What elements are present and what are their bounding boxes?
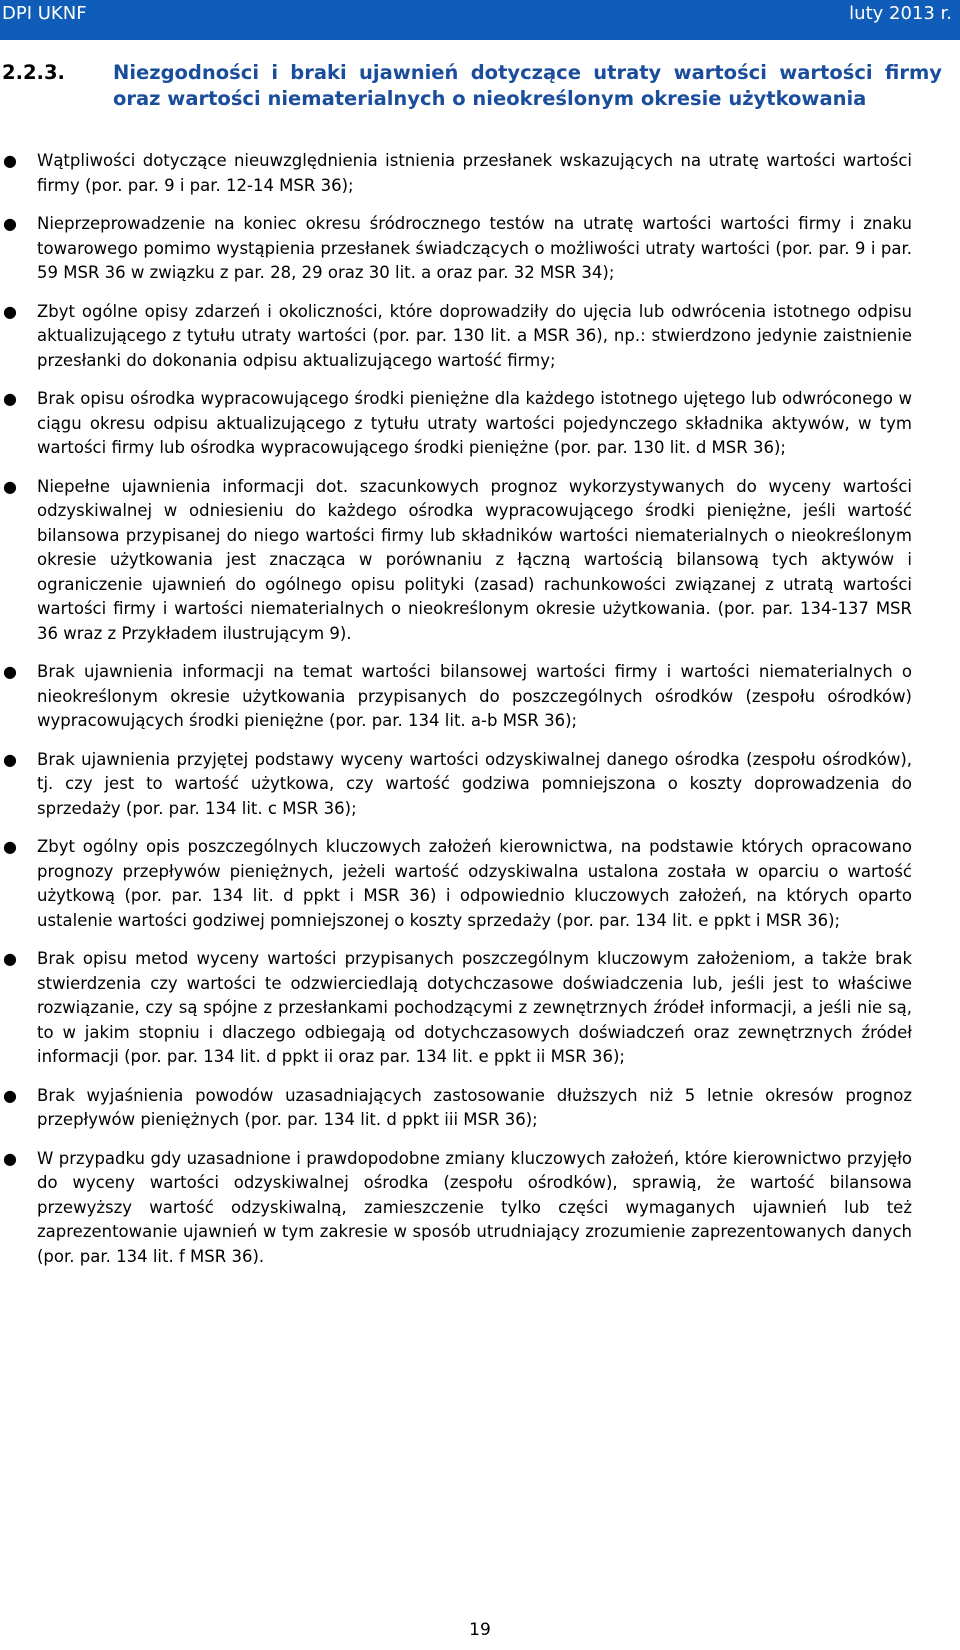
list-item (0, 947, 960, 1070)
list-item (0, 1084, 960, 1133)
findings-list (0, 149, 960, 1269)
list-item (0, 660, 960, 734)
list-item (0, 475, 960, 647)
list-item-text: W przypadku gdy uzasadnione i prawdopodobne zmiany kluczowych założeń, które kierownictwo przyjęło do wyceny wartości odzyskiwalnej ośrodka (zespołu ośrodków), sprawią, że wartość bilansowa przewyższy wartość odzyskiwalną, zamieszczenie tylko części wymaganych ujawnień lub też zaprezentowanie ujawnień w tym zakresie w sposób utrudniający zrozumienie zaprezentowanych danych (por. par. 134 lit. f MSR 36). (37, 1148, 912, 1266)
list-item-text: Wątpliwości dotyczące nieuwzględnienia istnienia przesłanek wskazujących na utratę wartości wartości firmy (por. par. 9 i par. 12-14 MSR 36); (37, 151, 912, 195)
section-heading (2, 60, 942, 112)
bullet-icon: ● (3, 214, 17, 233)
bullet-icon: ● (3, 837, 17, 856)
bullet-icon: ● (3, 1148, 17, 1168)
bullet-icon: ● (3, 949, 17, 968)
bullet-icon: ● (3, 301, 17, 321)
page-header (0, 0, 960, 40)
page-number: 19 (469, 1620, 491, 1640)
bullet-icon: ● (3, 749, 17, 769)
list-item-text: Nieprzeprowadzenie na koniec okresu śródrocznego testów na utratę wartości wartości firmy i znaku towarowego pomimo wystąpienia przesłanek świadczących o możliwości utraty wartości (por. par. 9 i par. 59 MSR 36 w związku z par. 28, 29 oraz 30 lit. a oraz par. 32 MSR 34); (37, 214, 912, 282)
list-item-text: Niepełne ujawnienia informacji dot. szacunkowych prognoz wykorzystywanych do wyceny wartości odzyskiwalnej w odniesieniu do każdego ośrodka wypracowującego środki pieniężne, jeśli wartość bilansowa przypisanej do niego wartości firmy lub składników wartości niematerialnych o nieokreślonym okresie użytkowania jest znacząca w porównaniu z łączną wartością bilansową tych aktywów i ograniczenie ujawnień do ogólnego opisu polityki (zasad) rachunkowości związanej z utratą wartości wartości firmy i wartości niematerialnych o nieokreślonym okresie użytkowania. (por. par. 134-137 MSR 36 wraz z Przykładem ilustrującym 9). (37, 476, 912, 643)
list-item-text: Brak opisu ośrodka wypracowującego środki pieniężne dla każdego istotnego ujętego lub odwróconego w ciągu okresu odpisu aktualizującego z tytułu utraty wartości pojedynczego składnika aktywów, w tym wartości firmy lub ośrodka wypracowującego środki pieniężne (por. par. 130 lit. d MSR 36); (37, 389, 912, 457)
list-item-text: Zbyt ogólne opisy zdarzeń i okoliczności, które doprowadziły do ujęcia lub odwrócenia istotnego odpisu aktualizującego z tytułu utraty wartości (por. par. 130 lit. a MSR 36), np.: stwierdzono jedynie zaistnienie przesłanki do dokonania odpisu aktualizującego wartość firmy; (37, 301, 912, 370)
list-item-text: Brak ujawnienia informacji na temat wartości bilansowej wartości firmy i wartości niematerialnych o nieokreślonym okresie użytkowania przypisanych do poszczególnych ośrodków (zespołu ośrodków) wypracowujących środki pieniężne (por. par. 134 lit. a-b MSR 36); (37, 662, 912, 730)
list-item (0, 748, 960, 822)
bullet-icon: ● (3, 662, 17, 681)
header-date: luty 2013 r. (849, 3, 952, 24)
bullet-icon: ● (3, 151, 17, 170)
list-item-text: Brak ujawnienia przyjętej podstawy wyceny wartości odzyskiwalnej danego ośrodka (zespołu ośrodków), tj. czy jest to wartość użytkowa, czy wartość godziwa pomniejszona o koszty doprowadzenia do sprzedaży (por. par. 134 lit. c MSR 36); (37, 749, 912, 818)
bullet-icon: ● (3, 1085, 17, 1105)
list-item-text: Brak wyjaśnienia powodów uzasadniających zastosowanie dłuższych niż 5 letnie okresów prognoz przepływów pieniężnych (por. par. 134 lit. d ppkt iii MSR 36); (37, 1085, 912, 1129)
list-item (0, 300, 960, 374)
header-left-label: DPI UKNF (2, 3, 87, 24)
list-item-text: Zbyt ogólny opis poszczególnych kluczowych założeń kierownictwa, na podstawie których opracowano prognozy przepływów pieniężnych, jeżeli wartość odzyskiwalna ustalona została w oparciu o wartość użytkową (por. par. 134 lit. d ppkt i MSR 36) i odpowiednio kluczowych założeń, na których oparto ustalenie wartości godziwej pomniejszonej o koszty sprzedaży (por. par. 134 lit. e ppkt i MSR 36); (37, 837, 912, 930)
bullet-icon: ● (3, 476, 17, 496)
list-item (0, 212, 960, 286)
list-item (0, 835, 960, 933)
bullet-icon: ● (3, 389, 17, 408)
section-title: Niezgodności i braki ujawnień dotyczące utraty wartości wartości firmy oraz wartości niematerialnych o nieokreślonym okresie użytkowania (113, 61, 942, 110)
section-number: 2.2.3. (2, 61, 65, 84)
list-item (0, 149, 960, 198)
list-item (0, 1147, 960, 1270)
list-item (0, 387, 960, 461)
list-item-text: Brak opisu metod wyceny wartości przypisanych poszczególnym kluczowym założeniom, a także brak stwierdzenia czy wartości te odzwierciedlają dotychczasowe doświadczenia lub, jeśli jest to właściwe rozwiązanie, czy są spójne z przesłankami pochodzącymi z zewnętrznych źródeł informacji, a jeśli nie są, to w jakim stopniu i dlaczego odbiegają od dotychczasowych doświadczeń oraz zewnętrznych źródeł informacji (por. par. 134 lit. d ppkt ii oraz par. 134 lit. e ppkt ii MSR 36); (37, 949, 912, 1066)
